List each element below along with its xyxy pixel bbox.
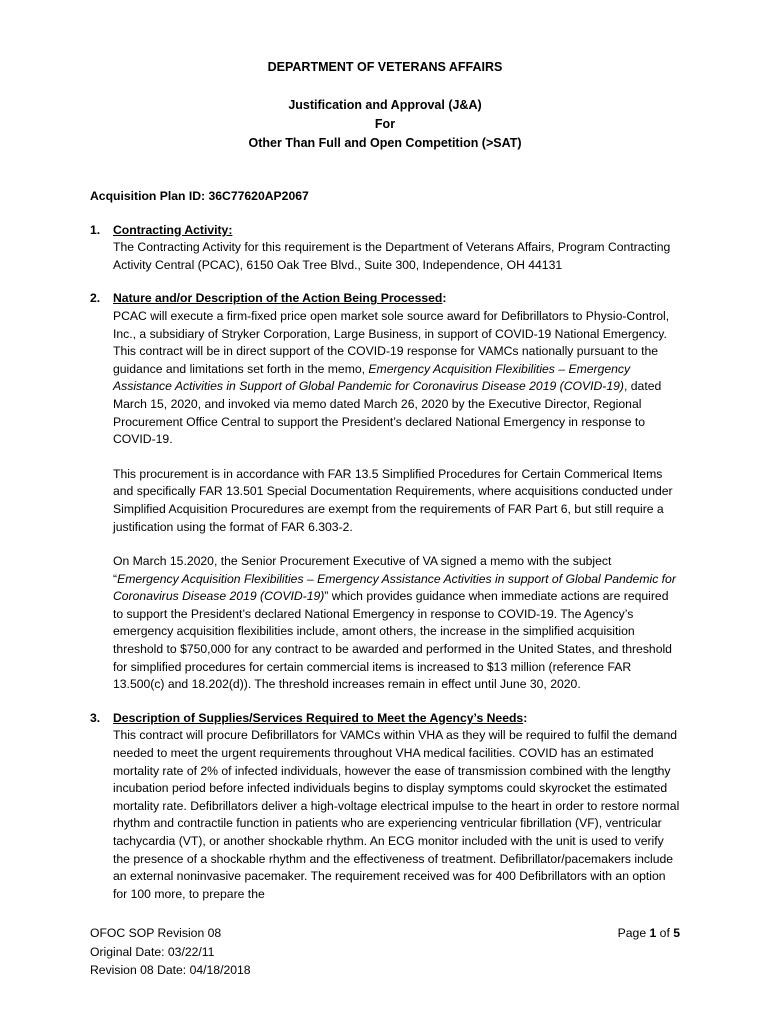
page-footer [90,924,680,980]
page-current: 1 [649,926,657,940]
document-body [90,188,680,919]
memo-title-italic: Emergency Acquisition Flexibilities – Emergency Assistance Activities in Support of Global Pandemic for Coronavirus Disease 2019 (COVID-19) [113,361,631,394]
paragraph-text: ” which provides guidance when immediate actions are required to support the President’s declared National Emergency in response to COVID-19. The Agency’s emergency acquisition flexibilities include, amont others, the increase in the simplified acquisition threshold to $750,000 for any contract to be awarded and performed in the United States, and threshold for simplified procedures for certain commercial items is increased to $13 million (reference FAR 13.500(c) and 18.202(d)). The threshold increases remain in effect until June 30, 2020. [113,589,672,692]
section-paragraph [113,308,680,449]
footer-original-date: Original Date: 03/22/11 [90,944,215,959]
page-number [618,924,680,943]
section-nature-of-action [90,290,680,693]
paragraph-text: , dated March 15, 2020, and invoked via memo dated March 26, 2020 by the Executive Director, Regional Procurement Office Central to support the President’s declared National Emergency in response to COVID-19. [113,379,662,447]
section-number: 3. [90,710,101,725]
section-paragraph: This contract will procure Defibrillators for VAMCs within VHA as they will be required to fulfil the demand needed to meet the urgent requirements throughout VHA medical facilities. COVID has an estimated mortality rate of 2% of infected individuals, however the ease of transmission combined with the lengthy incubation period before infected individuals begins to display symptoms could skyrocket the estimated mortality rate. Defibrillators deliver a high-voltage electrical impulse to the heart in order to restore normal rhythm and contractile function in patients who are experiencing ventricular fibrillation (VF), ventricular tachycardia (VT), or another shockable rhythm. An ECG monitor included with the unit is used to verify the presence of a shockable rhythm and the effectiveness of treatment. Defibrillator/pacemakers include an external noninvasive pacemaker. The requirement received was for 400 Defibrillators with an option for 100 more, to prepare the [113,728,680,901]
paragraph-text: On March 15.2020, the Senior Procurement Executive of VA signed a memo with the subject “ [113,554,612,586]
section-heading: Contracting Activity: [113,222,233,237]
section-heading: Description of Supplies/Services Required to Meet the Agency’s Needs [113,710,524,725]
section-paragraph: The Contracting Activity for this requirement is the Department of Veterans Affairs, Program Contracting Activity Central (PCAC), 6150 Oak Tree Blvd., Suite 300, Independence, OH 44131 [113,240,671,272]
section-paragraph [113,553,680,694]
heading-colon: : [442,291,447,306]
competition-subtitle: Other Than Full and Open Competition (>SAT) [248,136,522,150]
section-number: 2. [90,291,101,306]
section-paragraph: This procurement is in accordance with FAR 13.5 Simplified Procedures for Certain Commerical Items and specifically FAR 13.501 Special Documentation Requirements, where acquisitions conducted under Simplified Acquisition Procuredures are exempt from the requirements of FAR Part 6, but still require a justification using the format of FAR 6.303-2. [113,466,673,534]
acquisition-plan-id: Acquisition Plan ID: 36C77620AP2067 [90,189,309,203]
footer-sop-revision: OFOC SOP Revision 08 [90,926,222,940]
section-heading: Nature and/or Description of the Action Being Processed [113,291,443,306]
page-label: Page [617,926,650,940]
section-supplies-description [90,710,680,904]
memo-subject-italic: Emergency Acquisition Flexibilities – Emergency Assistance Activities in support of Global Pandemic for Coronavirus Disease 2019 (COVID-19) [113,571,676,604]
footer-revision-date: Revision 08 Date: 04/18/2018 [90,963,251,977]
page-total: 5 [673,926,680,940]
paragraph-text: PCAC will execute a firm-fixed price open market sole source award for Defibrillators to Physio-Control, Inc., a subsidiary of Stryker Corporation, Large Business, in support of COVID-19 National Emergency. This contract will be in direct support of the COVID-19 response for VAMCs nationally pursuant to the guidance and limitations set forth in the memo, [113,308,670,376]
title-for: For [374,117,396,131]
section-contracting-activity [90,222,680,275]
document-title: Justification and Approval (J&A) [288,98,482,112]
department-heading: DEPARTMENT OF VETERANS AFFAIRS [267,60,503,74]
heading-colon: : [523,710,528,725]
section-number: 1. [90,222,101,237]
page-of: of [656,926,674,940]
